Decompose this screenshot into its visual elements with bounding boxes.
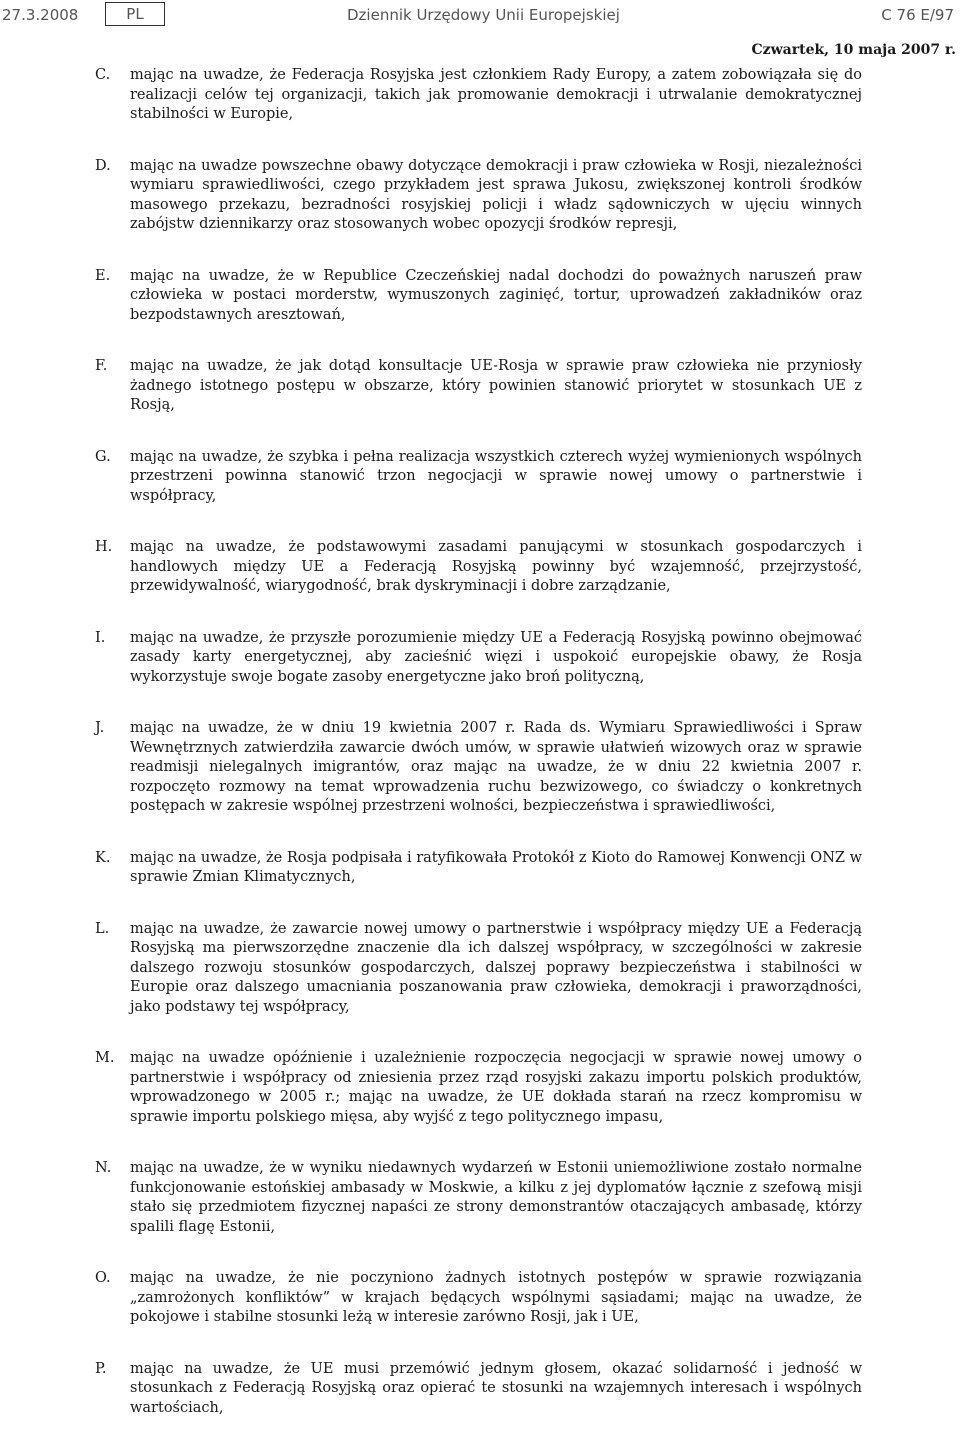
clause-text: mając na uwadze, że nie poczyniono żadnych istotnych postępów w sprawie rozwiązania „zamrożonych konfliktów” w krajach będących wspólnymi sąsiadami; mając na uwadze, że pokojowe i stabilne stosunki leżą w interesie zarówno Rosji, jak i UE, xyxy=(130,1270,862,1325)
clause-letter: I. xyxy=(95,629,106,646)
clause-letter: H. xyxy=(95,539,113,555)
clause-text: mając na uwadze, że podstawowymi zasadami panującymi w stosunkach gospodarczych i handlowych między UE a Federacją Rosyjską powinny być wzajemność, przejrzystość, przewidywalność, wiarygodność, brak dyskryminacji i dobre zarządzanie, xyxy=(130,539,862,594)
recital-clause xyxy=(0,157,960,235)
clause-text: mając na uwadze, że UE musi przemówić jednym głosem, okazać solidarność i jedność w stosunkach z Federacją Rosyjską oraz opierać te stosunki na wzajemnych interesach i wspólnych wartościach, xyxy=(130,1360,862,1416)
recital-clause xyxy=(0,357,960,416)
language-code: PL xyxy=(105,2,165,26)
recital-clause xyxy=(0,629,960,688)
clause-text: mając na uwadze, że jak dotąd konsultacje UE-Rosja w sprawie praw człowieka nie przyniosły żadnego istotnego postępu w obszarze, który powinien stanowić priorytet w stosunkach UE z Rosją, xyxy=(130,358,862,413)
clause-letter: O. xyxy=(95,1270,111,1286)
clause-letter: D. xyxy=(95,157,111,174)
session-date: Czwartek, 10 maja 2007 r. xyxy=(751,42,956,58)
recital-clause xyxy=(0,267,960,326)
clause-text: mając na uwadze opóźnienie i uzależnienie rozpoczęcia negocjacji w sprawie nowej umowy o partnerstwie i współpracy od zniesienia przez rząd rosyjski zakazu importu polskich produktów, wprowadzonego w 2005 r.; mając na uwadze, że UE dokłada starań na rzecz kompromisu w sprawie importu polskiego mięsa, aby wyjść z tego politycznego impasu, xyxy=(130,1050,862,1125)
clause-letter: K. xyxy=(95,849,111,866)
recital-clause xyxy=(0,719,960,817)
recital-clause xyxy=(0,448,960,507)
recital-clause xyxy=(0,1049,960,1127)
clause-text: mając na uwadze, że Federacja Rosyjska jest członkiem Rady Europy, a zatem zobowiązała się do realizacji celów tej organizacji, takich jak promowanie demokracji i utrwalanie demokratycznej stabilności w Europie, xyxy=(130,67,862,122)
publication-date: 27.3.2008 xyxy=(2,6,79,24)
recital-clause xyxy=(0,538,960,597)
recital-clause xyxy=(0,1159,960,1237)
recital-clause xyxy=(0,920,960,1018)
recital-clause xyxy=(0,66,960,125)
clause-list xyxy=(0,66,960,1450)
clause-letter: J. xyxy=(95,720,105,736)
page-header xyxy=(0,0,960,30)
clause-letter: P. xyxy=(95,1360,107,1377)
clause-text: mając na uwadze, że przyszłe porozumienie między UE a Federacją Rosyjską powinno obejmować zasady karty energetycznej, aby zacieśnić więzi i uspokoić europejskie obawy, że Rosja wykorzystuje swoje bogate zasoby energetyczne jako broń polityczną, xyxy=(130,629,862,685)
recital-clause xyxy=(0,849,960,888)
clause-letter: L. xyxy=(95,920,110,937)
clause-text: mając na uwadze, że w dniu 19 kwietnia 2007 r. Rada ds. Wymiaru Sprawiedliwości i Spraw Wewnętrznych zatwierdziła zawarcie dwóch umów, w sprawie ułatwień wizowych oraz w sprawie readmisji nielegalnych imigrantów, oraz mając na uwadze, że w dniu 22 kwietnia 2007 r. rozpoczęto rozmowy na temat wprowadzenia ruchu bezwizowego, co świadczy o konkretnych postępach w zakresie wspólnej przestrzeni wolności, bezpieczeństwa i sprawiedliwości, xyxy=(130,720,862,814)
clause-text: mając na uwadze, że szybka i pełna realizacja wszystkich czterech wyżej wymienionych wspólnych przestrzeni powinna stanowić trzon negocjacji w sprawie nowej umowy o partnerstwie i współpracy, xyxy=(130,448,862,504)
clause-text: mając na uwadze, że w wyniku niedawnych wydarzeń w Estonii uniemożliwione zostało normalne funkcjonowanie estońskiej ambasady w Moskwie, a kilku z jej dyplomatów łącznie z szefową misji stało się przedmiotem fizycznej napaści ze strony demonstrantów otaczających ambasadę, którzy spalili flagę Estonii, xyxy=(130,1160,862,1235)
clause-letter: G. xyxy=(95,448,111,465)
recital-clause xyxy=(0,1269,960,1328)
clause-text: mając na uwadze powszechne obawy dotyczące demokracji i praw człowieka w Rosji, niezależności wymiaru sprawiedliwości, czego przykładem jest sprawa Jukosu, zwiększonej kontroli środków masowego przekazu, bezradności rosyjskiej policji i władz sądowniczych w ujęciu winnych zabójstw dziennikarzy oraz stosowanych wobec opozycji środków represji, xyxy=(130,157,862,232)
recital-clause xyxy=(0,1360,960,1419)
clause-text: mając na uwadze, że w Republice Czeczeńskiej nadal dochodzi do poważnych naruszeń praw człowieka w postaci morderstw, wymuszonych zaginięć, tortur, uprowadzeń zakładników oraz bezpodstawnych aresztowań, xyxy=(130,267,862,323)
clause-letter: M. xyxy=(95,1050,115,1066)
clause-letter: F. xyxy=(95,358,108,374)
journal-title: Dziennik Urzędowy Unii Europejskiej xyxy=(347,6,620,24)
clause-letter: E. xyxy=(95,267,111,284)
clause-text: mając na uwadze, że zawarcie nowej umowy o partnerstwie i współpracy między UE a Federacją Rosyjską ma pierwszorzędne znaczenie dla ich dalszej współpracy, w szczególności w zakresie dalszego rozwoju stosunków gospodarczych, dalszej poprawy bezpieczeństwa i stabilności w Europie oraz dalszego umacniania poszanowania praw człowieka, demokracji i praworządności, jako podstawy tej współpracy, xyxy=(130,920,862,1015)
clause-letter: C. xyxy=(95,67,111,83)
clause-letter: N. xyxy=(95,1160,112,1176)
clause-text: mając na uwadze, że Rosja podpisała i ratyfikowała Protokół z Kioto do Ramowej Konwencji ONZ w sprawie Zmian Klimatycznych, xyxy=(130,849,862,885)
page-reference: C 76 E/97 xyxy=(881,6,954,24)
